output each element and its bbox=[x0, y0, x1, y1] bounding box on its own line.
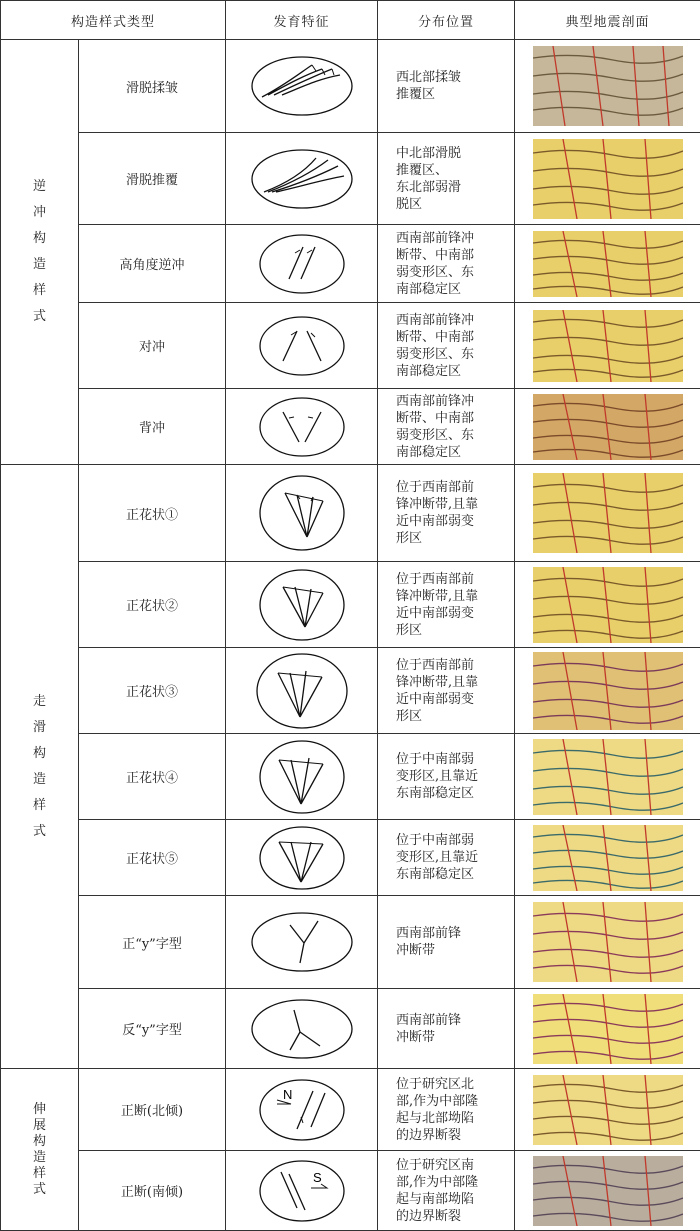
north-label: N bbox=[283, 1087, 292, 1102]
table-row bbox=[1, 1151, 700, 1231]
style-name: 正花状④ bbox=[79, 734, 226, 820]
table-row bbox=[1, 734, 700, 820]
seismic-section bbox=[515, 648, 700, 734]
location-text: 位于西南部前 锋冲断带,且靠 近中南部弱变 形区 bbox=[396, 657, 508, 725]
feature-sketch bbox=[226, 648, 378, 734]
location-text: 西南部前锋 冲断带 bbox=[396, 925, 508, 959]
style-name: 正“y”字型 bbox=[79, 896, 226, 989]
seismic-section bbox=[515, 133, 700, 225]
style-name: 正断(南倾) bbox=[79, 1151, 226, 1231]
feature-sketch bbox=[226, 896, 378, 989]
location-text: 位于中南部弱 变形区,且靠近 东南部稳定区 bbox=[396, 832, 508, 883]
header-location: 分布位置 bbox=[378, 1, 515, 40]
seismic-section bbox=[515, 1151, 700, 1231]
seismic-section bbox=[515, 465, 700, 562]
style-name: 对冲 bbox=[79, 303, 226, 389]
style-name: 滑脱揉皱 bbox=[79, 40, 226, 133]
style-name: 正花状② bbox=[79, 562, 226, 648]
table-row bbox=[1, 820, 700, 896]
feature-sketch bbox=[226, 989, 378, 1069]
feature-sketch bbox=[226, 465, 378, 562]
feature-sketch bbox=[226, 40, 378, 133]
seismic-section bbox=[515, 389, 700, 465]
style-name: 反“y”字型 bbox=[79, 989, 226, 1069]
location-text: 位于西南部前 锋冲断带,且靠 近中南部弱变 形区 bbox=[396, 479, 508, 547]
category-thrust: 逆 冲 构 造 样 式 bbox=[1, 40, 79, 465]
feature-sketch bbox=[226, 389, 378, 465]
style-name: 背冲 bbox=[79, 389, 226, 465]
seismic-section bbox=[515, 896, 700, 989]
location-text: 西北部揉皱 推覆区 bbox=[396, 69, 508, 103]
style-name: 高角度逆冲 bbox=[79, 225, 226, 303]
header-seismic: 典型地震剖面 bbox=[515, 1, 700, 40]
seismic-section bbox=[515, 225, 700, 303]
style-name: 滑脱推覆 bbox=[79, 133, 226, 225]
location-text: 位于研究区南 部,作为中部隆 起与南部坳陷 的边界断裂 bbox=[396, 1157, 508, 1225]
table-row bbox=[1, 389, 700, 465]
seismic-section bbox=[515, 989, 700, 1069]
style-name: 正花状⑤ bbox=[79, 820, 226, 896]
location-text: 西南部前锋冲 断带、中南部 弱变形区、东 南部稳定区 bbox=[396, 393, 508, 461]
style-name: 正花状③ bbox=[79, 648, 226, 734]
location-text: 位于西南部前 锋冲断带,且靠 近中南部弱变 形区 bbox=[396, 571, 508, 639]
location-text: 西南部前锋冲 断带、中南部 弱变形区、东 南部稳定区 bbox=[396, 312, 508, 380]
header-row bbox=[1, 1, 700, 40]
table-row bbox=[1, 225, 700, 303]
seismic-section bbox=[515, 734, 700, 820]
feature-sketch bbox=[226, 562, 378, 648]
table-row bbox=[1, 648, 700, 734]
category-strike-slip: 走 滑 构 造 样 式 bbox=[1, 465, 79, 1069]
seismic-section bbox=[515, 1069, 700, 1151]
feature-sketch bbox=[226, 1151, 378, 1231]
table-row bbox=[1, 133, 700, 225]
seismic-section bbox=[515, 562, 700, 648]
style-name: 正断(北倾) bbox=[79, 1069, 226, 1151]
feature-sketch bbox=[226, 225, 378, 303]
table-row bbox=[1, 562, 700, 648]
table-row bbox=[1, 303, 700, 389]
category-extensional: 伸 展 构 造 样 式 bbox=[1, 1069, 79, 1231]
location-text: 位于中南部弱 变形区,且靠近 东南部稳定区 bbox=[396, 751, 508, 802]
location-text: 西南部前锋 冲断带 bbox=[396, 1012, 508, 1046]
seismic-section bbox=[515, 40, 700, 133]
feature-sketch bbox=[226, 820, 378, 896]
style-name: 正花状① bbox=[79, 465, 226, 562]
table-row bbox=[1, 1069, 700, 1151]
table-row bbox=[1, 465, 700, 562]
location-text: 西南部前锋冲 断带、中南部 弱变形区、东 南部稳定区 bbox=[396, 230, 508, 298]
feature-sketch bbox=[226, 133, 378, 225]
table-row bbox=[1, 989, 700, 1069]
seismic-section bbox=[515, 303, 700, 389]
south-label: S bbox=[313, 1170, 322, 1185]
header-style-type: 构造样式类型 bbox=[1, 1, 226, 40]
feature-sketch bbox=[226, 734, 378, 820]
feature-sketch bbox=[226, 1069, 378, 1151]
table-row bbox=[1, 40, 700, 133]
table-row bbox=[1, 896, 700, 989]
feature-sketch bbox=[226, 303, 378, 389]
seismic-section bbox=[515, 820, 700, 896]
header-features: 发育特征 bbox=[226, 1, 378, 40]
location-text: 中北部滑脱 推覆区、 东北部弱滑 脱区 bbox=[396, 145, 508, 213]
location-text: 位于研究区北 部,作为中部隆 起与北部坳陷 的边界断裂 bbox=[396, 1076, 508, 1144]
